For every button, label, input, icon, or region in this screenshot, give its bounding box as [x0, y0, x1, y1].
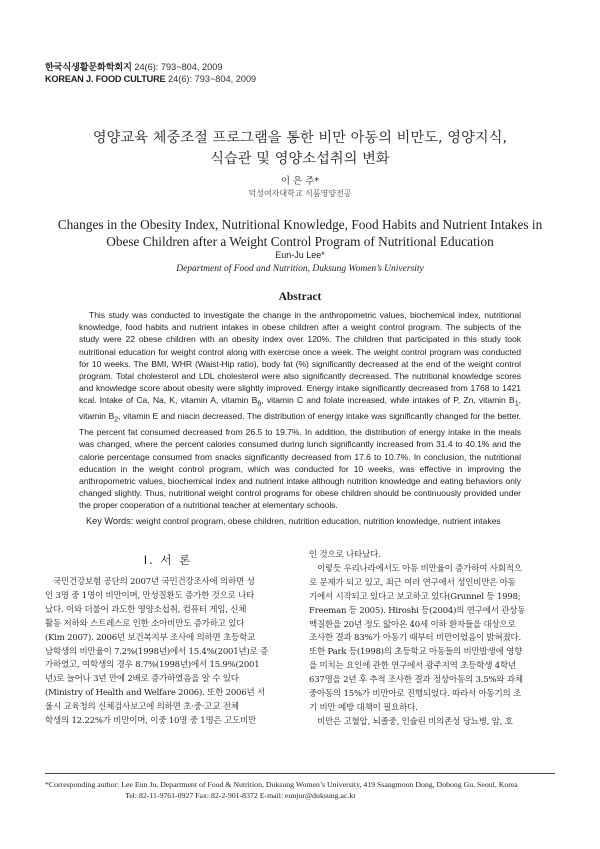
korean-affiliation: 덕성여자대학교 식품영양전공 — [248, 189, 352, 198]
section-heading-introduction: I. 서 론 — [143, 553, 193, 567]
english-author: Eun-Ju Lee* — [275, 250, 325, 260]
body-text-line: 학생의 12.22%가 비만이며, 이중 10명 중 1명은 고도비만 — [45, 716, 257, 727]
body-text-line: 이렇듯 우리나라에서도 아동 비만율이 증가하여 사회적으 — [317, 563, 522, 574]
body-text-line: 남학생의 비만율이 7.2%(1998년)에서 15.4%(2001년)로 증 — [45, 646, 269, 657]
body-text-line: 가하였고, 여학생의 경우 8.7%(1998년)에서 15.9%(2001 — [45, 660, 260, 671]
abstract-heading: Abstract — [278, 291, 322, 303]
keywords — [86, 516, 526, 526]
footnote — [45, 779, 560, 801]
body-text-line: 났다. 이와 더불어 과도한 영양소섭취, 컴퓨터 게임, 신체 — [45, 604, 247, 615]
body-text-line: Freeman 등 2005). Hiroshi 등(2004)의 연구에서 관상동 — [309, 605, 526, 616]
english-affiliation: Department of Food and Nutrition, Duksung Women’s University — [176, 264, 424, 274]
abstract-sub-1: 1 — [514, 400, 519, 409]
body-text-line: 비만은 고혈압, 뇌졸중, 인슐린 비의존성 당뇨병, 암, 호 — [317, 716, 513, 727]
body-text-line: 기에서 시작되고 있다고 보고하고 있다(Grunnel 등 1998; — [309, 591, 521, 602]
english-title-line2: Obese Children after a Weight Control Program of Nutritional Education — [106, 234, 494, 249]
body-text-line: 또한 Park 등(1998)의 초등학교 아동들의 비만발생에 영향 — [309, 647, 523, 658]
right-column — [309, 549, 559, 730]
english-title — [0, 216, 600, 250]
footnote-line2: Tel: 82-11-9761-0927 Fax: 82-2-901-8372 E-mail: eunjur@duksung.ac.kr — [125, 791, 356, 800]
body-text-line: 중아동의 15%가 비만아로 진행되었다. 따라서 아동기의 조 — [309, 689, 522, 700]
body-text-line: 을 미치는 요인에 관한 연구에서 광주지역 초등학생 4학년 — [309, 661, 516, 672]
korean-title-line2: 식습관 및 영양소섭취의 변화 — [210, 151, 390, 167]
body-text-line: 인 3명 중 1명이 비만이며, 만성질환도 증가한 것으로 나타 — [45, 590, 255, 601]
body-text-line: 국민건강보험 공단의 2007년 국민건강조사에 의하면 성 — [53, 577, 255, 587]
body-text-line: 조사한 결과 83%가 아동기 때부터 비만이었음이 밝혀졌다. — [309, 633, 522, 644]
body-text-line: 로 문제가 되고 있고, 최근 여러 연구에서 성인비만은 아동 — [309, 577, 516, 588]
journal-name-ko-line — [45, 62, 256, 74]
body-text-line: (Kim 2007). 2006년 보건복지부 조사에 의하면 초등학교 — [45, 632, 256, 643]
body-text-line: 활동 저하와 스트레스로 인한 소아비만도 증가하고 있다 — [45, 618, 245, 629]
journal-issue-ko: 24(6): 793~804, 2009 — [134, 62, 223, 72]
left-column — [45, 576, 292, 729]
journal-header — [45, 62, 256, 85]
body-text-line: 기 비만 예방 대책이 필요하다. — [309, 702, 418, 713]
journal-issue-en: 24(6): 793~804, 2009 — [168, 73, 257, 84]
journal-name-en: KOREAN J. FOOD CULTURE — [45, 73, 166, 84]
body-text-line: 울시 교육청의 신체검사보고에 의하면 초·중·고교 전체 — [45, 702, 239, 713]
footnote-divider — [45, 773, 555, 774]
footnote-line1: *Corresponding author: Lee Eun Ju, Department of Food & Nutrition, Duksung Women’s University, 419 Ssangmoon Dong, Dobong Gu, Seoul, Korea — [45, 780, 518, 789]
journal-name-en-line — [45, 74, 256, 86]
abstract-text-a: This study was conducted to investigate the change in the anthropometric values, biochemical index, nutritional knowledge, food habits and nutrient intakes in obese children after a weight control program. The subjects of the study were 22 obese children with an obesity index over 120%. The children that participated in this study took nutritional education for weight control along with exercise once a week. The weight control program was conducted for 10 weeks. The BMI, WHR (Waist-Hip ratio), body fat (%) significantly decreased at the end of the weight control program. Total cholesterol and LDL cholesterol were also significantly decreased. The nutritional knowledge scores and knowledge score about obesity were slightly improved. Energy intake significantly decreased from 1768 to 1421 kcal. Intake of Ca, Na, K, vitamin A, vitamin B — [79, 310, 521, 406]
abstract-text-b: , vitamin C and folate increased, while intakes of P, Zn, vitamin B — [261, 395, 515, 406]
body-text-line: 맥질환을 20년 정도 앓아온 40세 이하 환자들을 대상으로 — [309, 619, 516, 630]
abstract-paragraph — [79, 309, 521, 512]
english-title-line1: Changes in the Obesity Index, Nutritional Knowledge, Food Habits and Nutrient Intakes in — [57, 217, 543, 232]
body-text-line: 637명을 2년 후 추적 조사한 결과 정상아동의 3.5%와 과체 — [309, 675, 523, 686]
body-text-line: 년)로 늘어나 3년 만에 2배로 증가하였음을 알 수 있다 — [45, 674, 239, 685]
body-text-line: 인 것으로 나타났다. — [309, 550, 381, 560]
abstract-sub-2: 2 — [114, 416, 119, 425]
body-text-line: (Ministry of Health and Welfare 2006). 또한 2006년 서 — [45, 688, 265, 699]
korean-author: 이 은 주* — [280, 176, 320, 187]
keywords-text: weight control program, obese children, nutrition education, nutrition knowledge, nutrient intakes — [135, 516, 501, 526]
abstract-sub-6: 6 — [257, 400, 262, 409]
abstract-text-c: , vitamin B — [79, 395, 521, 422]
korean-title — [0, 128, 600, 170]
abstract-text-d: , vitamin E and niacin decreased. The distribution of energy intake was significantly changed for the better. The percent fat consumed decreased from 26.5 to 19.7%. In addition, the distribution of energy intake in the meals was changed, where the percent calories consumed during lunch significantly increased from 31.4 to 40.1% and the calorie percentage consumed from snacks significantly decreased from 17.6 to 10.7%. In conclusion, the nutritional education in the weight control program, which was conducted for 10 weeks, was effective in improving the anthropometric values, biochemical index and nutrient intake although nutrition knowledge and eating behaviors only changed slightly. Thus, nutritional weight control programs for obese children should be continuously provided under the proper cooperation of a nutritional teacher at elementary schools. — [79, 411, 521, 511]
journal-name-ko: 한국식생활문화학회지 — [45, 62, 132, 72]
korean-title-line1: 영양교육 체중조절 프로그램을 통한 비만 아동의 비만도, 영양지식, — [92, 130, 508, 146]
abstract-body — [79, 309, 521, 512]
keywords-label: Key Words: — [86, 516, 134, 526]
